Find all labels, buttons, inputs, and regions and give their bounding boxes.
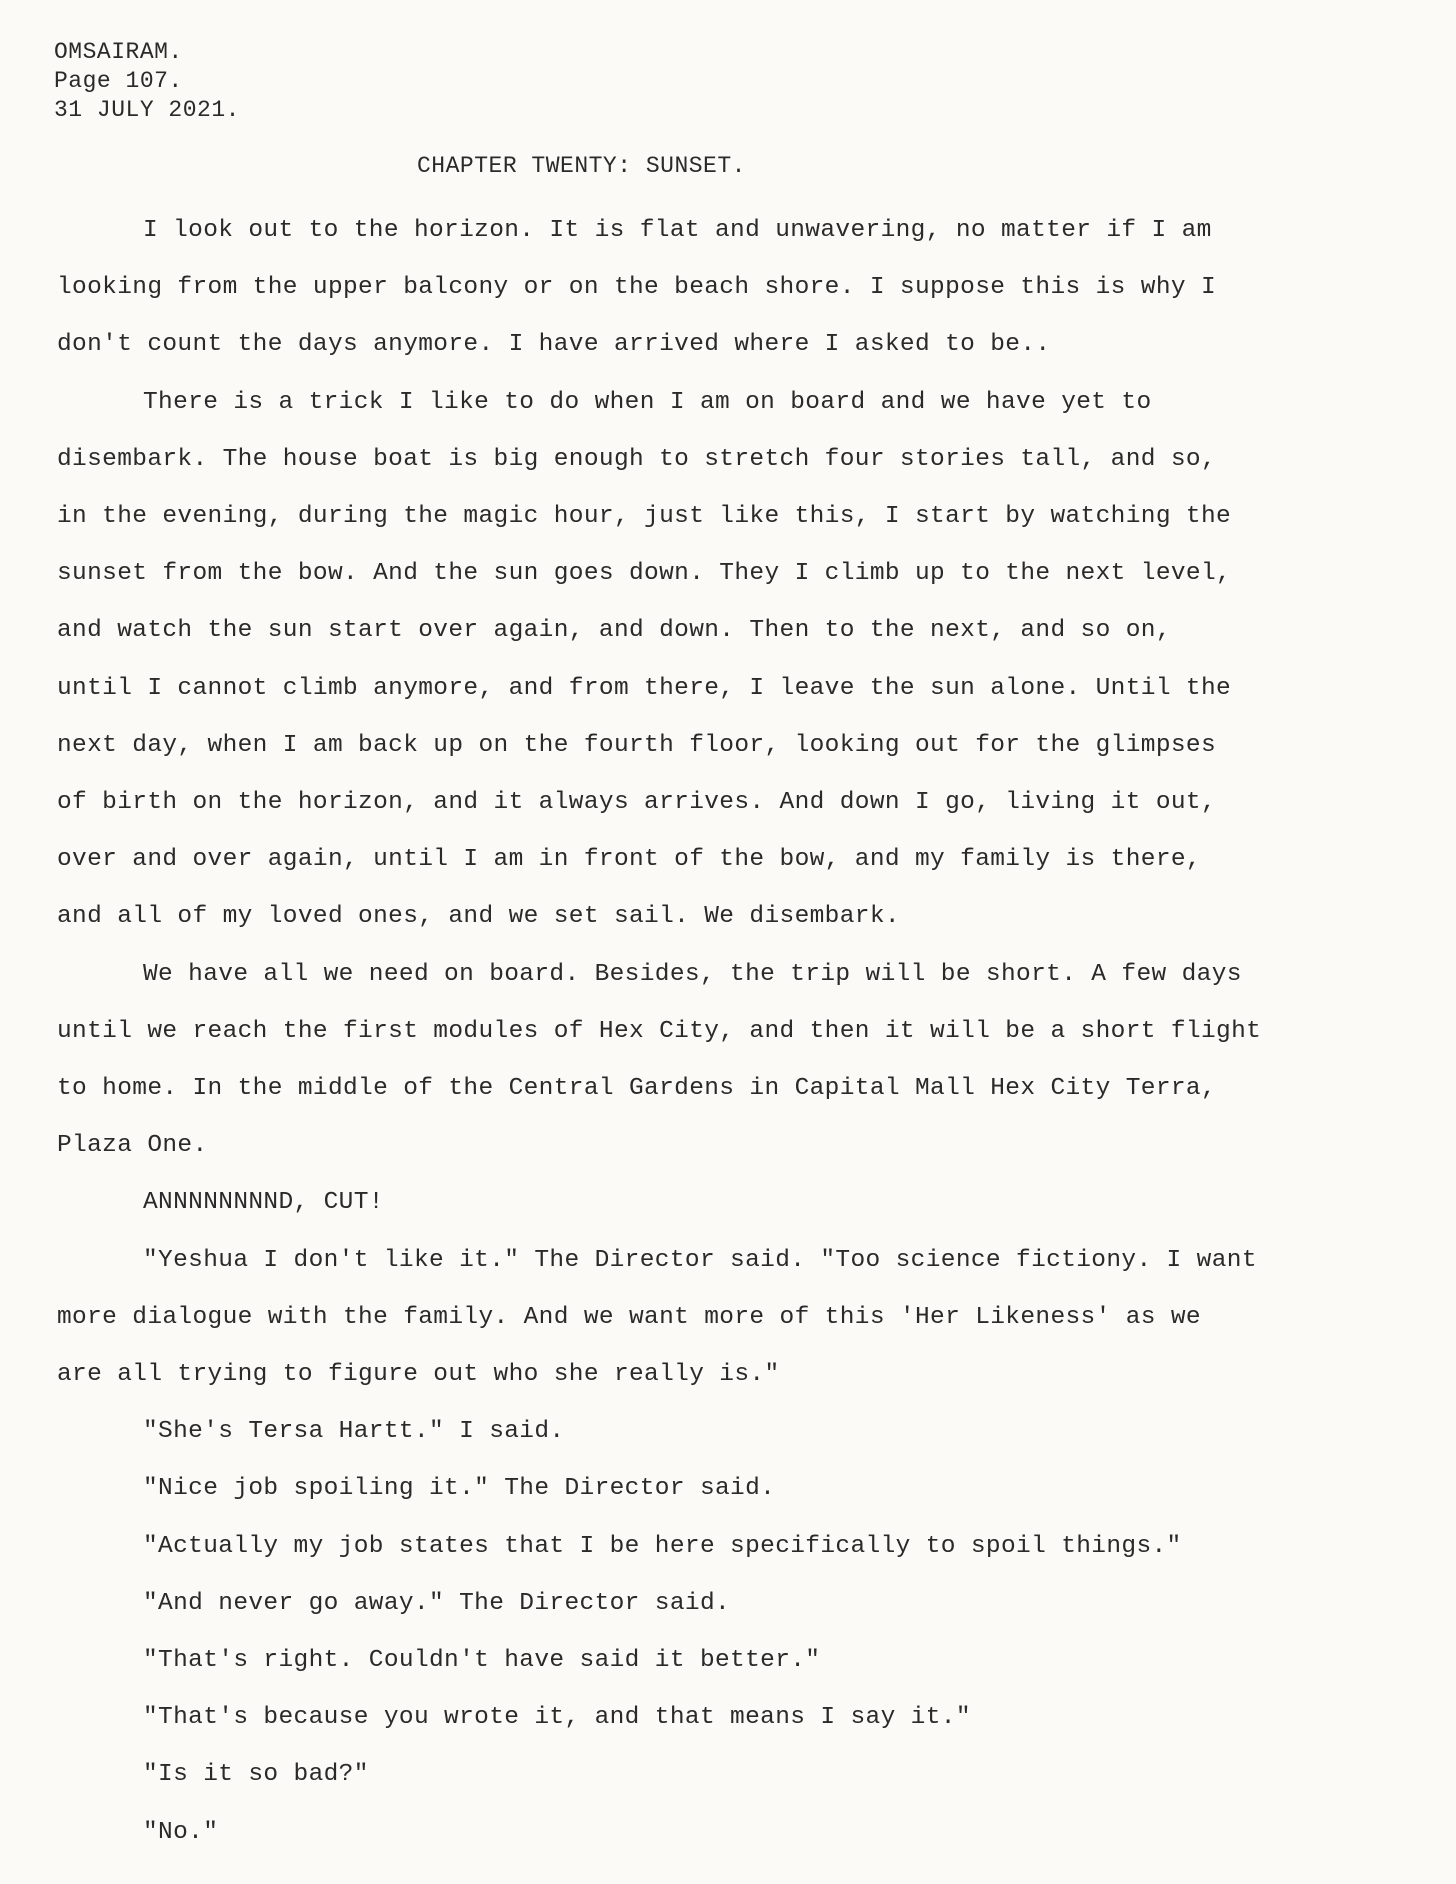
text-line: until we reach the first modules of Hex City, and then it will be a short flight <box>57 1017 1262 1045</box>
text-line: don't count the days anymore. I have arrived where I asked to be.. <box>57 331 1051 359</box>
text-line: "That's right. Couldn't have said it better." <box>143 1647 821 1675</box>
text-line: "Nice job spoiling it." The Director said. <box>143 1475 776 1503</box>
text-line: ANNNNNNNND, CUT! <box>143 1189 384 1217</box>
page-date: 31 JULY 2021. <box>54 97 240 123</box>
text-line: We have all we need on board. Besides, the trip will be short. A few days <box>143 960 1242 988</box>
text-line: to home. In the middle of the Central Gardens in Capital Mall Hex City Terra, <box>57 1075 1217 1103</box>
text-line: "Is it so bad?" <box>143 1761 369 1789</box>
text-line: and watch the sun start over again, and down. Then to the next, and so on, <box>57 617 1171 645</box>
text-line: are all trying to figure out who she really is." <box>57 1361 780 1389</box>
text-line: "Actually my job states that I be here specifically to spoil things." <box>143 1532 1182 1560</box>
text-line: disembark. The house boat is big enough to stretch four stories tall, and so, <box>57 445 1217 473</box>
text-line: next day, when I am back up on the fourth floor, looking out for the glimpses <box>57 731 1217 759</box>
text-line: I look out to the horizon. It is flat and unwavering, no matter if I am <box>143 217 1212 244</box>
text-line: and all of my loved ones, and we set sail. We disembark. <box>57 903 900 931</box>
text-line: of birth on the horizon, and it always arrives. And down I go, living it out, <box>57 789 1217 817</box>
page-number: Page 107. <box>54 68 183 94</box>
text-line: in the evening, during the magic hour, just like this, I start by watching the <box>57 503 1232 531</box>
text-line: There is a trick I like to do when I am on board and we have yet to <box>143 388 1152 416</box>
text-line: "Yeshua I don't like it." The Director said. "Too science fictiony. I want <box>143 1246 1257 1274</box>
text-line: "And never go away." The Director said. <box>143 1589 731 1617</box>
text-line: more dialogue with the family. And we want more of this 'Her Likeness' as we <box>57 1303 1201 1331</box>
body-text <box>57 202 1447 1861</box>
text-line: over and over again, until I am in front of the bow, and my family is there, <box>57 846 1201 874</box>
header-title: OMSAIRAM. <box>54 39 183 65</box>
page-header <box>54 38 240 125</box>
text-line: "No." <box>143 1818 219 1846</box>
text-line: "That's because you wrote it, and that means I say it." <box>143 1704 971 1732</box>
text-line: "She's Tersa Hartt." I said. <box>143 1418 565 1446</box>
text-line: Plaza One. <box>57 1132 208 1160</box>
text-line: looking from the upper balcony or on the beach shore. I suppose this is why I <box>57 274 1217 302</box>
text-line: sunset from the bow. And the sun goes down. They I climb up to the next level, <box>57 560 1232 588</box>
text-line: until I cannot climb anymore, and from there, I leave the sun alone. Until the <box>57 674 1232 702</box>
chapter-title: CHAPTER TWENTY: SUNSET. <box>417 153 746 179</box>
